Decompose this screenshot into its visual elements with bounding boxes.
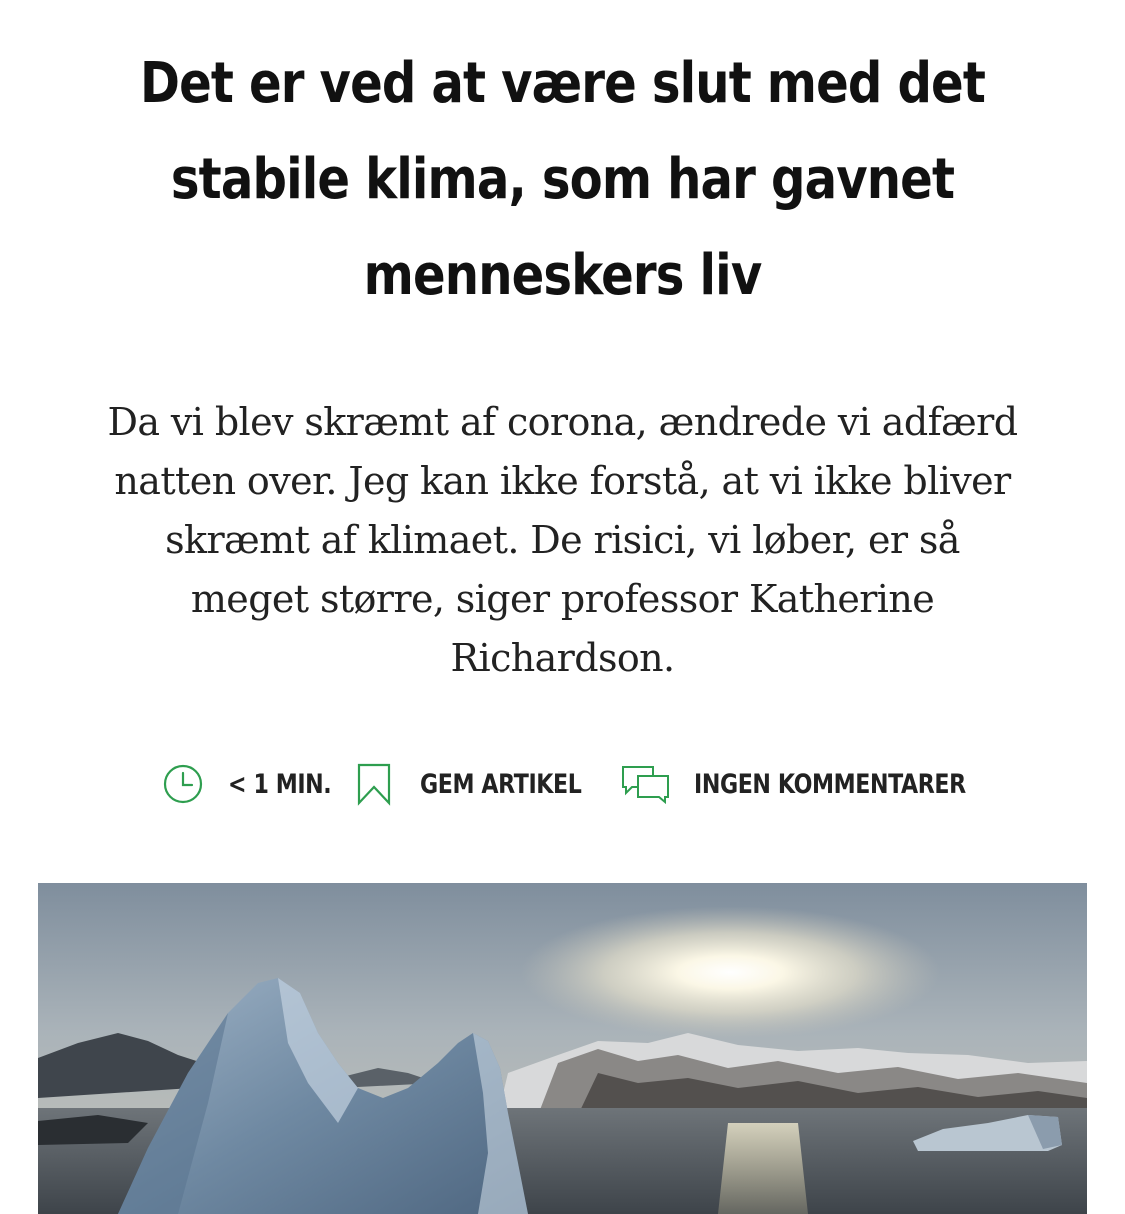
article-lede	[30, 393, 1095, 688]
lede-line-2: natten over. Jeg kan ikke forstå, at vi ikke bliver	[114, 459, 1011, 503]
headline-line-3: menneskers liv	[363, 243, 762, 308]
save-article-button[interactable]	[356, 760, 617, 808]
bookmark-icon	[356, 762, 394, 806]
article-headline	[113, 36, 1012, 324]
clock-icon	[162, 762, 206, 806]
comments-label: INGEN KOMMENTARER	[694, 768, 966, 800]
read-time-label: < 1 MIN.	[228, 768, 332, 800]
headline-line-2: stabile klima, som har gavnet	[170, 147, 955, 212]
lede-line-5: Richardson.	[450, 636, 675, 680]
lede-line-1: Da vi blev skræmt af corona, ændrede vi adfærd	[107, 400, 1018, 444]
save-article-label: GEM ARTIKEL	[420, 768, 582, 800]
lede-line-3: skræmt af klimaet. De risici, vi løber, er så	[165, 518, 960, 562]
lede-line-4: meget større, siger professor Katherine	[190, 577, 935, 621]
comments-link[interactable]	[620, 760, 1025, 808]
comments-icon	[620, 762, 672, 806]
read-time	[162, 760, 354, 808]
hero-image	[38, 883, 1087, 1214]
iceberg-photo	[38, 883, 1087, 1214]
article-meta-bar	[0, 760, 1125, 808]
headline-line-1: Det er ved at være slut med det	[139, 51, 986, 116]
